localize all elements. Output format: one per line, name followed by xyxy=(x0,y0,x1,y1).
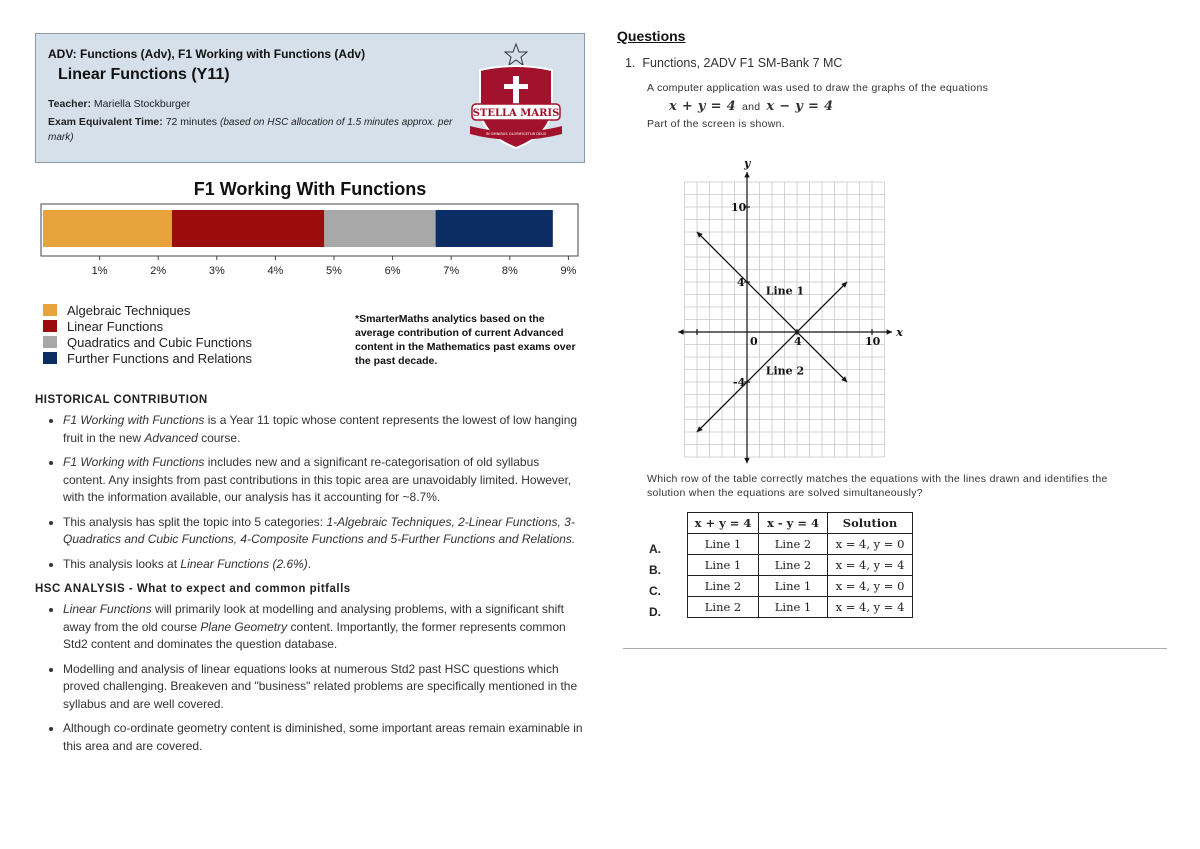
legend-item xyxy=(43,318,252,334)
exam-time-value: 72 minutes xyxy=(165,116,218,128)
option-label: D. xyxy=(649,605,661,619)
legend-swatch xyxy=(43,304,57,316)
historical-heading: HISTORICAL CONTRIBUTION xyxy=(35,394,208,406)
legend-label: Further Functions and Relations xyxy=(67,350,252,366)
table-row: Line 2 Line 1 x = 4, y = 0 xyxy=(688,576,913,597)
legend-label: Linear Functions xyxy=(67,318,164,334)
list-item: • Linear Functions will primarily look at modelling and analysing problems, with a significant shift away from the old course Plane Geometry content. Importantly, the former represents common Std2 content and dominates the question database. xyxy=(63,601,585,654)
legend-swatch xyxy=(43,320,57,332)
right-column xyxy=(617,28,1167,619)
table-header-row xyxy=(688,513,913,534)
question-equations: x + y = 4 and x − y = 4 xyxy=(669,99,834,114)
topic-subtitle: ADV: Functions (Adv), F1 Working with Functions (Adv) xyxy=(48,47,366,61)
x-tick-label: 2% xyxy=(150,265,167,277)
list-item: • This analysis looks at Linear Functions (2.6%). xyxy=(63,556,585,574)
x-tick-label: 9% xyxy=(560,265,577,277)
bar-segment-3 xyxy=(324,210,435,247)
x-tick-label: 8% xyxy=(501,265,518,277)
equation-2: x − y = 4 xyxy=(766,99,834,114)
tick-label: 10 xyxy=(865,335,881,348)
equation-1: x + y = 4 xyxy=(669,99,736,114)
x-axis-label: x xyxy=(896,326,903,339)
legend-swatch xyxy=(43,336,57,348)
hsc-list xyxy=(35,601,585,755)
table-header: x - y = 4 xyxy=(759,513,828,534)
crest-motto: IN OMNIBUS GLORIFICETUR DEUS xyxy=(485,132,547,136)
historical-list xyxy=(35,412,585,573)
tick-label: 10 xyxy=(731,201,747,214)
option-label: B. xyxy=(649,563,661,577)
legend-swatch xyxy=(43,352,57,364)
option-labels xyxy=(649,539,661,623)
legend-item xyxy=(43,334,252,350)
question-part: Part of the screen is shown. xyxy=(647,118,785,130)
table-row: Line 1 Line 2 x = 4, y = 4 xyxy=(688,555,913,576)
school-crest-logo xyxy=(466,42,566,154)
legend-item xyxy=(43,302,252,318)
x-tick-label: 5% xyxy=(326,265,342,277)
line-2-label: Line 2 xyxy=(765,364,805,378)
list-item: • F1 Working with Functions is a Year 11 topic whose content represents the lowest of low hanging fruit in the new Advanced course. xyxy=(63,412,585,447)
exam-time-line xyxy=(48,115,468,145)
list-item: • F1 Working with Functions includes new and a significant re-categorisation of old syllabus content. Any insights from past contributions in this topic area are unavoidably limited. However, with the information available, our analysis has it accounting for ~8.7%. xyxy=(63,454,585,507)
y-axis-arrow xyxy=(744,458,749,463)
x-tick-label: 7% xyxy=(443,265,460,277)
teacher-name: Mariella Stockburger xyxy=(93,98,191,110)
line-graph xyxy=(669,156,929,460)
y-axis-arrow xyxy=(744,172,749,177)
chart-title: F1 Working With Functions xyxy=(193,179,427,199)
list-item: • Although co-ordinate geometry content is diminished, some important areas remain examinable in this area and are covered. xyxy=(63,720,585,755)
x-tick-label: 1% xyxy=(91,265,108,277)
divider xyxy=(623,648,1167,649)
x-axis-arrow xyxy=(887,329,892,334)
option-label: C. xyxy=(649,584,661,598)
questions-heading: Questions xyxy=(617,28,686,44)
chart-note: *SmarterMaths analytics based on the average contribution of current Advanced content in the Mathematics past exams over the past decade. xyxy=(355,313,576,367)
legend-item xyxy=(43,350,252,366)
option-label: A. xyxy=(649,542,661,556)
crest-name: STELLA MARIS xyxy=(472,108,560,119)
contribution-chart xyxy=(35,204,585,394)
bar-segment-2 xyxy=(172,210,324,247)
chart-legend xyxy=(43,302,252,366)
legend-label: Quadratics and Cubic Functions xyxy=(67,334,252,350)
exam-time-label: Exam Equivalent Time: xyxy=(48,116,163,128)
exam-time-note: (based on HSC allocation of 1.5 minutes approx. per mark) xyxy=(48,117,453,143)
chart-svg xyxy=(35,204,585,282)
y-axis-label: y xyxy=(744,156,751,170)
x-tick-label: 3% xyxy=(208,265,225,277)
x-tick-label: 6% xyxy=(384,265,401,277)
table-header: Solution xyxy=(828,513,913,534)
tick-label: 0 xyxy=(750,335,758,348)
list-item: • Modelling and analysis of linear equations looks at numerous Std2 past HSC questions which proved challenging. Breakeven and "business" related problems are specifically mentioned in the syllabus and are well covered. xyxy=(63,661,585,714)
teacher-label: Teacher: xyxy=(48,98,91,110)
x-tick-label: 4% xyxy=(267,265,284,277)
bar-segment-1 xyxy=(43,210,172,247)
tick-label: 4 xyxy=(737,276,745,289)
topic-header xyxy=(35,33,585,163)
question-title: 1. Functions, 2ADV F1 SM-Bank 7 MC xyxy=(625,56,843,70)
tick-label: 4 xyxy=(794,335,802,348)
legend-label: Algebraic Techniques xyxy=(67,302,191,318)
tick-label: -4 xyxy=(733,376,746,389)
left-column xyxy=(35,33,585,762)
table-row: Line 1 Line 2 x = 4, y = 0 xyxy=(688,534,913,555)
hsc-heading: HSC ANALYSIS - What to expect and common pitfalls xyxy=(35,583,351,595)
answer-table xyxy=(687,512,913,618)
table-header: x + y = 4 xyxy=(688,513,759,534)
question-prompt: Which row of the table correctly matches the equations with the lines drawn and identifies the solution when the equations are solved simultaneously? xyxy=(647,473,1108,499)
bar-segment-4 xyxy=(436,210,553,247)
topic-title: Linear Functions (Y11) xyxy=(58,66,230,83)
list-item: • This analysis has split the topic into 5 categories: 1-Algebraic Techniques, 2-Linear Functions, 3-Quadratics and Cubic Functions, 4-Composite Functions and 5-Further Functions and Relations. xyxy=(63,514,585,549)
line-1-label: Line 1 xyxy=(765,284,805,298)
x-axis-arrow xyxy=(678,329,683,334)
table-row: Line 2 Line 1 x = 4, y = 4 xyxy=(688,597,913,618)
question-intro: A computer application was used to draw the graphs of the equations xyxy=(647,82,989,94)
